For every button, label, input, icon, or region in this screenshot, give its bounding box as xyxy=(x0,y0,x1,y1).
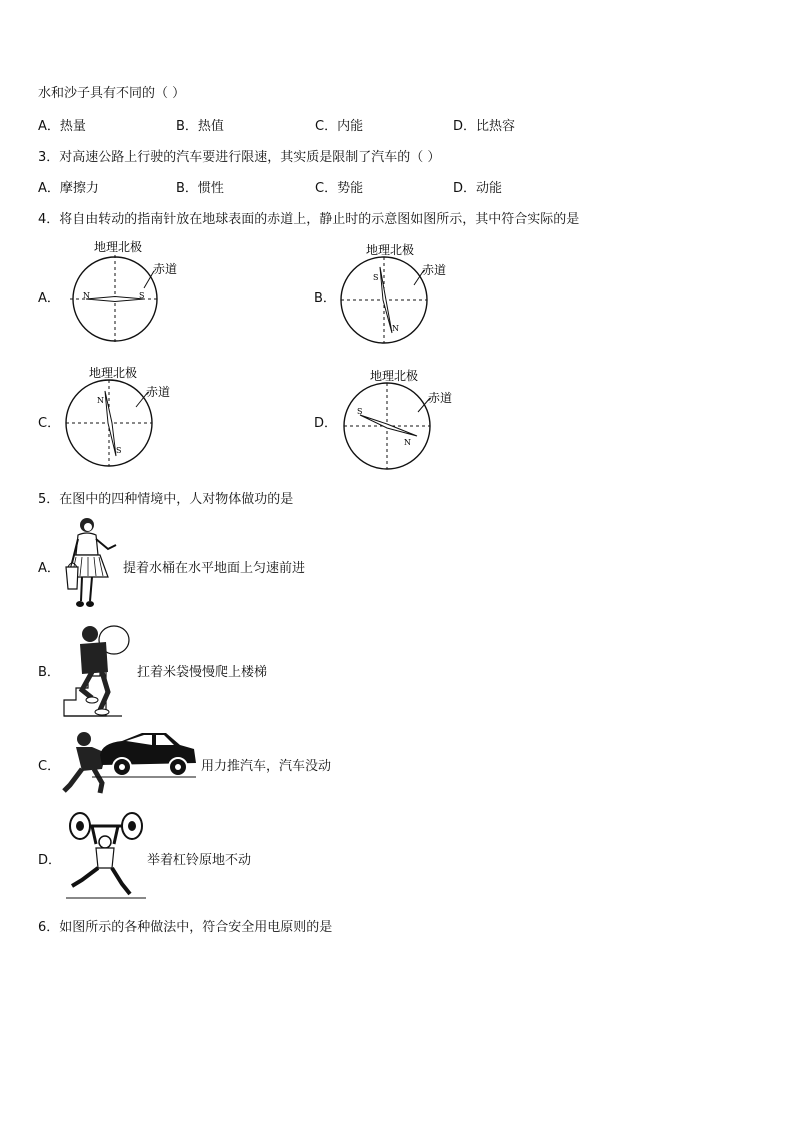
q3-option-b: B．惯性 xyxy=(176,181,224,196)
q4-option-a-letter: A． xyxy=(38,291,60,306)
man-climbing-stairs-image xyxy=(62,620,132,722)
svg-text:地理北极: 地理北极 xyxy=(366,243,415,257)
option-c: C．内能 xyxy=(315,119,364,134)
q5-option-b-caption: 扛着米袋慢慢爬上楼梯 xyxy=(137,665,268,680)
question-4-stem: 4．将自由转动的指南针放在地球表面的赤道上，静止时的示意图如图所示，其中符合实际的是 xyxy=(38,212,580,227)
q3-option-d: D．动能 xyxy=(453,181,503,196)
option-d: D．比热容 xyxy=(453,119,516,134)
svg-text:S: S xyxy=(116,446,122,455)
q4-option-b-letter: B． xyxy=(314,291,336,306)
weightlifter-image xyxy=(62,808,152,908)
man-pushing-car-image xyxy=(62,729,198,801)
q5-option-d-letter: D． xyxy=(38,853,62,868)
svg-text:地理北极: 地理北极 xyxy=(370,369,419,383)
q3-option-a: A．摩擦力 xyxy=(38,181,99,196)
q3-option-c: C．势能 xyxy=(315,181,364,196)
q5-option-a-letter: A． xyxy=(38,561,60,576)
q5-option-a-caption: 提着水桶在水平地面上匀速前进 xyxy=(123,561,306,576)
svg-text:N: N xyxy=(404,438,411,447)
question-3-stem: 3．对高速公路上行驶的汽车要进行限速，其实质是限制了汽车的（ ） xyxy=(38,150,441,165)
svg-text:地理北极: 地理北极 xyxy=(89,366,138,380)
q5-option-d-caption: 举着杠铃原地不动 xyxy=(147,853,252,868)
equator-label: 赤道 xyxy=(153,262,178,276)
q5-option-c-caption: 用力推汽车，汽车没动 xyxy=(201,759,332,774)
q4-option-d-letter: D． xyxy=(314,416,338,431)
svg-text:S: S xyxy=(139,291,145,300)
question-stem-prev: 水和沙子具有不同的（ ） xyxy=(38,86,186,101)
north-pole-label: 地理北极 xyxy=(94,240,143,254)
compass-figure-b xyxy=(338,240,468,354)
svg-text:赤道: 赤道 xyxy=(428,391,453,405)
svg-text:N: N xyxy=(97,396,104,405)
option-b: B．热值 xyxy=(176,119,224,134)
svg-text:N: N xyxy=(83,291,90,300)
compass-figure-c xyxy=(64,363,194,477)
compass-figure-a xyxy=(66,238,196,352)
q5-option-b-letter: B． xyxy=(38,665,60,680)
q4-option-c-letter: C． xyxy=(38,416,61,431)
svg-text:N: N xyxy=(392,324,399,333)
q5-option-c-letter: C． xyxy=(38,759,61,774)
question-5-stem: 5．在图中的四种情境中，人对物体做功的是 xyxy=(38,492,294,507)
svg-text:S: S xyxy=(373,273,379,282)
question-6-stem: 6．如图所示的各种做法中，符合安全用电原则的是 xyxy=(38,920,333,935)
option-a: A．热量 xyxy=(38,119,86,134)
compass-figure-d xyxy=(342,367,472,481)
svg-text:赤道: 赤道 xyxy=(146,385,171,399)
svg-text:赤道: 赤道 xyxy=(422,263,447,277)
girl-carrying-bucket-image xyxy=(64,515,124,614)
svg-text:S: S xyxy=(357,407,363,416)
